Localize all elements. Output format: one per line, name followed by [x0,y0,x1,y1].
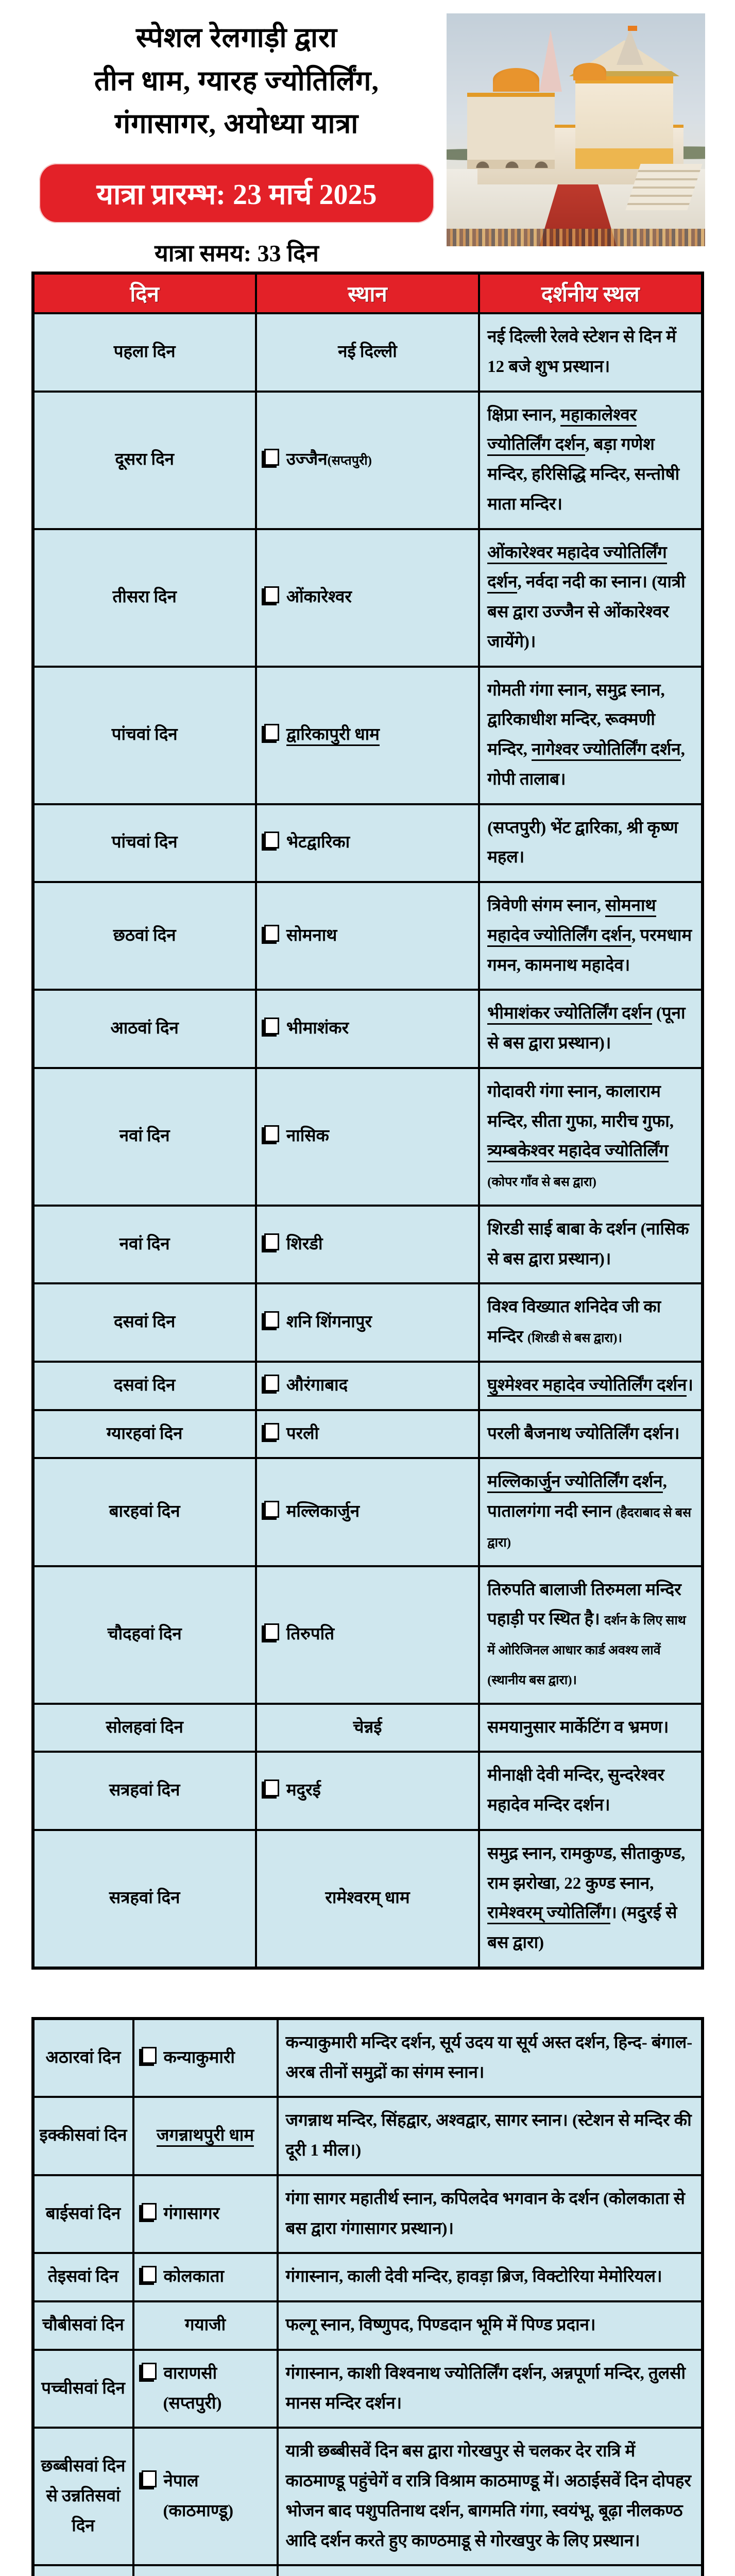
page-title-line-2: तीन धाम, ग्यारह ज्योतिर्लिंग, [94,65,379,96]
place-cell [133,2175,278,2253]
text-segment: यात्री छब्बीसवें दिन बस द्वारा गोरखपुर से चलकर देर रात्रि में काठमाण्डू पहुंचेगें व रात्रि विश्राम काठमाण्डू में। अठाईसवें दिन दोपहर भोजन बाद पशुपतिनाथ दर्शन, बागमति गंगा, स्वयंभू, बूढ़ा नीलकण्ठ आदि दर्शन करते हुए काण्ठमाडू से गोरखपुर के लिए प्रस्थान। [285,2442,691,2550]
itinerary-row [33,1362,703,1410]
place-name: मल्लिकार्जुन [286,1502,360,1521]
place-cell [133,2019,278,2097]
day-cell: तीसरा दिन [33,529,256,667]
itinerary-table-2 [31,2017,704,2576]
sights-cell [479,1283,702,1362]
place-cell [133,2253,278,2301]
place-name: रामेश्वरम् धाम [325,1889,410,1908]
crowd-art [447,229,705,246]
checkbox-icon [264,1501,279,1518]
itinerary-table-header [33,273,703,313]
text-segment: ओंकारेश्वर महादेव ज्योतिर्लिंग दर्शन [487,544,667,594]
day-cell: दूसरा दिन [33,392,256,529]
checkbox-icon [264,1125,279,1142]
day-cell: छब्बीसवां दिन से उन्नतिसवां दिन [33,2428,133,2565]
text-segment: जगन्नाथ मन्दिर, सिंहद्वार, अश्वद्वार, सागर स्नान। (स्टेशन से मन्दिर की दूरी 1 मील।) [285,2111,692,2160]
place-cell [256,882,479,990]
day-cell: तेइसवां दिन [33,2253,133,2301]
itinerary-row [33,2565,703,2576]
place-note: (काठमाण्डू) [163,2501,234,2520]
itinerary-row [33,2253,703,2301]
day-cell: चौदहवां दिन [33,1566,256,1704]
place-cell [256,1752,479,1830]
itinerary-row [33,1752,703,1830]
place-name: नई दिल्ली [338,342,397,361]
checkbox-icon [264,1423,279,1440]
text-segment: विश्व विख्यात शनिदेव जी का मन्दिर [487,1298,661,1347]
itinerary-row [33,990,703,1068]
day-cell: दसवां दिन [33,1362,256,1410]
text-segment: , परमधाम गमन, कामनाथ महादेव। [487,926,692,975]
itinerary-row [33,1410,703,1459]
checkbox-icon [264,1018,279,1035]
place-name: भेटद्वारिका [286,833,350,852]
day-cell: पच्चीसवां दिन [33,2350,133,2428]
itinerary-row [33,529,703,667]
checkbox-icon [264,724,279,741]
checkbox-icon [264,832,279,849]
text-segment: समयानुसार मार्केटिंग व भ्रमण। [487,1718,669,1737]
text-segment: नागेश्वर ज्योतिर्लिंग दर्शन [532,740,681,761]
place-cell [133,2350,278,2428]
day-cell: अठारवां दिन [33,2019,133,2097]
itinerary-row [33,804,703,883]
place-name: उज्जैन [286,450,328,469]
checkbox-icon [264,925,279,942]
temple-shikhara-art [617,29,643,65]
itinerary-row [33,313,703,392]
place-name: ओंकारेश्वर [286,588,352,607]
day-cell: सोलहवां दिन [33,1704,256,1752]
sights-cell [479,1830,702,1968]
place-cell [256,1830,479,1968]
itinerary-table-1 [31,272,704,1970]
place-name: जगन्नाथपुरी धाम [157,2126,254,2147]
text-segment: भीमाशंकर ज्योतिर्लिंग दर्शन [487,1004,652,1025]
temple-spire-art [539,30,562,92]
sights-cell [479,392,702,529]
place-name: शिरडी [286,1234,323,1253]
journey-duration: यात्रा समय: 33 दिन [155,240,319,267]
header-row [33,273,703,313]
text-segment: घुश्मेश्वर महादेव ज्योतिर्लिंग दर्शन [487,1376,687,1397]
place-name: परली [286,1424,319,1443]
sights-cell [479,313,702,392]
day-cell: पहला दिन [33,313,256,392]
place-cell [256,1458,479,1566]
place-name: भीमाशंकर [286,1019,349,1038]
day-cell: सत्रहवां दिन [33,1752,256,1830]
sights-cell [278,2301,703,2350]
text-segment: (पूना से बस द्वारा प्रस्थान)। [487,1004,686,1053]
text-segment: त्र्यम्बकेश्वर महादेव ज्योतिर्लिंग [487,1142,668,1162]
place-cell [256,804,479,883]
checkbox-icon [264,1780,279,1797]
place-cell [133,2097,278,2175]
day-cell: नवां दिन [33,1068,256,1206]
place-cell [256,1362,479,1410]
checkbox-icon [264,1623,279,1640]
day-cell: पांचवां दिन [33,667,256,804]
itinerary-row [33,1283,703,1362]
itinerary-row [33,2097,703,2175]
day-cell: इक्कीसवां दिन [33,2097,133,2175]
place-name: गंगासागर [163,2204,220,2223]
place-name: चेन्नई [353,1718,382,1737]
text-segment: फल्गू स्नान, विष्णुपद, पिण्डदान भूमि में पिण्ड प्रदान। [285,2316,596,2335]
sights-cell [479,1752,702,1830]
place-name: वाराणसी [163,2364,217,2383]
header-text-block [15,9,447,268]
text-segment: (शिरडी से बस द्वारा)। [527,1331,622,1346]
itinerary-row [33,667,703,804]
text-segment: (कोपर गाँव से बस द्वारा) [487,1175,596,1190]
place-cell [256,313,479,392]
place-note: (सप्तपुरी) [327,454,372,468]
checkbox-icon [142,2363,157,2380]
itinerary-row [33,1830,703,1968]
day-cell: सत्रहवां दिन [33,1830,256,1968]
text-segment: मल्लिकार्जुन ज्योतिर्लिंग दर्शन [487,1472,662,1493]
itinerary-row [33,392,703,529]
temple-arches-art [473,137,551,168]
day-cell: छठवां दिन [33,882,256,990]
itinerary-row [33,1068,703,1206]
text-segment: । [687,1376,693,1395]
sights-cell [479,804,702,883]
text-segment: नई दिल्ली रेलवे स्टेशन से दिन में 12 बजे शुभ प्रस्थान। [487,328,676,376]
text-segment: दर्शन के लिए साथ में ओरिजिनल आधार कार्ड अवश्य लावें (स्थानीय बस द्वारा)। [487,1614,686,1687]
place-cell [256,667,479,804]
itinerary-row [33,2301,703,2350]
place-name: सोमनाथ [286,926,337,945]
sights-cell [479,1704,702,1752]
sights-cell [479,1410,702,1459]
text-segment: समुद्र स्नान, रामकुण्ड, सीताकुण्ड, राम झरोखा, 22 कुण्ड स्नान, [487,1844,686,1893]
checkbox-icon [142,2470,157,2487]
text-segment: (हैदराबाद से बस द्वारा) [487,1506,691,1550]
sights-cell [278,2097,703,2175]
sights-cell [479,1566,702,1704]
itinerary-row [33,2350,703,2428]
sights-cell [479,1362,702,1410]
checkbox-icon [142,2047,157,2064]
place-cell [256,392,479,529]
checkbox-icon [264,586,279,603]
day-cell: ग्यारहवां दिन [33,1410,256,1459]
place-cell [256,1068,479,1206]
checkbox-icon [264,1375,279,1392]
text-segment: , पातालगंगा नदी स्नान [487,1472,667,1521]
temple-flag-art [628,26,637,31]
text-segment: । (मदुरई से बस द्वारा) [487,1904,677,1953]
itinerary-row [33,1206,703,1284]
text-segment: गोदावरी गंगा स्नान, कालाराम मन्दिर, सीता गुफा, मारीच गुफा, [487,1082,674,1131]
day-cell: दसवां दिन [33,1283,256,1362]
text-segment: कन्याकुमारी मन्दिर दर्शन, सूर्य उदय या सूर्य अस्त दर्शन, हिन्द- बंगाल-अरब तीनों समुद्रों का संगम स्नान। [285,2033,693,2082]
sights-cell [278,2350,703,2428]
itinerary-row [33,1458,703,1566]
sights-cell [479,667,702,804]
day-cell [33,2565,133,2576]
place-cell [256,1410,479,1459]
checkbox-icon [264,1311,279,1328]
place-name: औरंगाबाद [286,1376,348,1395]
text-segment: रामेश्वरम् ज्योतिर्लिंग [487,1904,610,1924]
sights-cell [278,2253,703,2301]
temple-main-art [575,76,673,169]
sights-cell [479,882,702,990]
place-cell [256,1566,479,1704]
itinerary-row [33,2428,703,2565]
day-cell: बाईसवां दिन [33,2175,133,2253]
itinerary-row [33,1566,703,1704]
text-segment: गंगास्नान, काली देवी मन्दिर, हावड़ा ब्रिज, विक्टोरिया मेमोरियल। [285,2267,662,2286]
place-cell [256,1283,479,1362]
day-cell: आठवां दिन [33,990,256,1068]
text-segment: त्रिवेणी संगम स्नान, [487,896,606,916]
day-cell: नवां दिन [33,1206,256,1284]
place-name: तिरुपति [286,1625,335,1644]
temple-dome2-art [573,63,606,80]
itinerary-row [33,2175,703,2253]
place-cell [133,2428,278,2565]
place-cell [133,2565,278,2576]
sights-cell [479,1206,702,1284]
place-cell [256,1206,479,1284]
checkbox-icon [142,2266,157,2283]
temple-photo [447,13,705,246]
place-cell [256,529,479,667]
sights-cell [479,1458,702,1566]
text-segment: , गोपी तालाब। [487,740,685,789]
text-segment: गोमती गंगा स्नान, समुद्र स्नान, द्वारिकाधीश मन्दिर, रूक्मणी मन्दिर, [487,681,665,759]
day-cell: बारहवां दिन [33,1458,256,1566]
sights-cell [278,2175,703,2253]
place-cell [256,1704,479,1752]
checkbox-icon [142,2203,157,2220]
place-name: गयाजी [184,2316,226,2335]
itinerary-row [33,2019,703,2097]
text-segment: गंगा सागर महातीर्थ स्नान, कपिलदेव भगवान के दर्शन (कोलकाता से बस द्वारा गंगासागर प्रस्थान)। [285,2189,685,2238]
column-header-place: स्थान [256,273,479,313]
sights-cell [278,2565,703,2576]
sights-cell [278,2019,703,2097]
text-segment: परली बैजनाथ ज्योतिर्लिंग दर्शन। [487,1424,680,1443]
text-segment: मीनाक्षी देवी मन्दिर, सुन्दरेश्वर महादेव मन्दिर दर्शन। [487,1766,664,1815]
sights-cell [479,990,702,1068]
column-header-day: दिन [33,273,256,313]
day-cell: चौबीसवां दिन [33,2301,133,2350]
place-name: द्वारिकापुरी धाम [286,725,380,746]
day-cell: पांचवां दिन [33,804,256,883]
table-gap [0,1970,735,2017]
text-segment: तिरुपति बालाजी तिरुमला मन्दिर पहाड़ी पर स्थित है। [487,1580,681,1629]
text-segment: शिरडी साई बाबा के दर्शन (नासिक से बस द्वारा प्रस्थान)। [487,1219,689,1268]
checkbox-icon [264,449,279,466]
text-segment: गंगास्नान, काशी विश्वनाथ ज्योतिर्लिंग दर्शन, अन्नपूर्णा मन्दिर, तुलसी मानस मन्दिर दर्शन। [285,2364,686,2413]
itinerary-row [33,882,703,990]
text-segment: , नर्वदा नदी का स्नान। (यात्री बस द्वारा उज्जैन से ओंकारेश्वर जायेंगे)। [487,573,686,651]
place-name: नासिक [286,1127,329,1146]
page-title-line-3: गंगासागर, अयोध्या यात्रा [114,108,359,140]
text-segment: सोमनाथ महादेव ज्योतिर्लिंग दर्शन [487,896,656,947]
itinerary-row [33,1704,703,1752]
text-segment: , बड़ा गणेश मन्दिर, हरिसिद्धि मन्दिर, सन्तोषी माता मन्दिर। [487,435,680,514]
place-cell [256,990,479,1068]
place-note: (सप्तपुरी) [163,2394,222,2413]
sights-cell [479,529,702,667]
place-name: शनि शिंगनापुर [286,1313,372,1332]
place-name: मदुरई [286,1781,321,1800]
place-name: नेपाल [163,2472,199,2491]
text-segment: महाकालेश्वर ज्योतिर्लिंग दर्शन [487,406,637,456]
journey-start-banner: यात्रा प्रारम्भ: 23 मार्च 2025 [39,163,434,223]
sights-cell [278,2428,703,2565]
place-cell [133,2301,278,2350]
sights-cell [479,1068,702,1206]
page-title-line-1: स्पेशल रेलगाड़ी द्वारा [135,22,338,53]
place-name: कन्याकुमारी [163,2048,235,2067]
text-segment: (सप्तपुरी) भेंट द्वारिका, श्री कृष्ण महल। [487,818,678,867]
header [0,0,735,272]
place-name: कोलकाता [163,2267,225,2286]
checkbox-icon [264,1233,279,1250]
temple-dome-art [493,68,539,92]
text-segment: क्षिप्रा स्नान, [487,405,561,425]
column-header-sights: दर्शनीय स्थल [479,273,702,313]
